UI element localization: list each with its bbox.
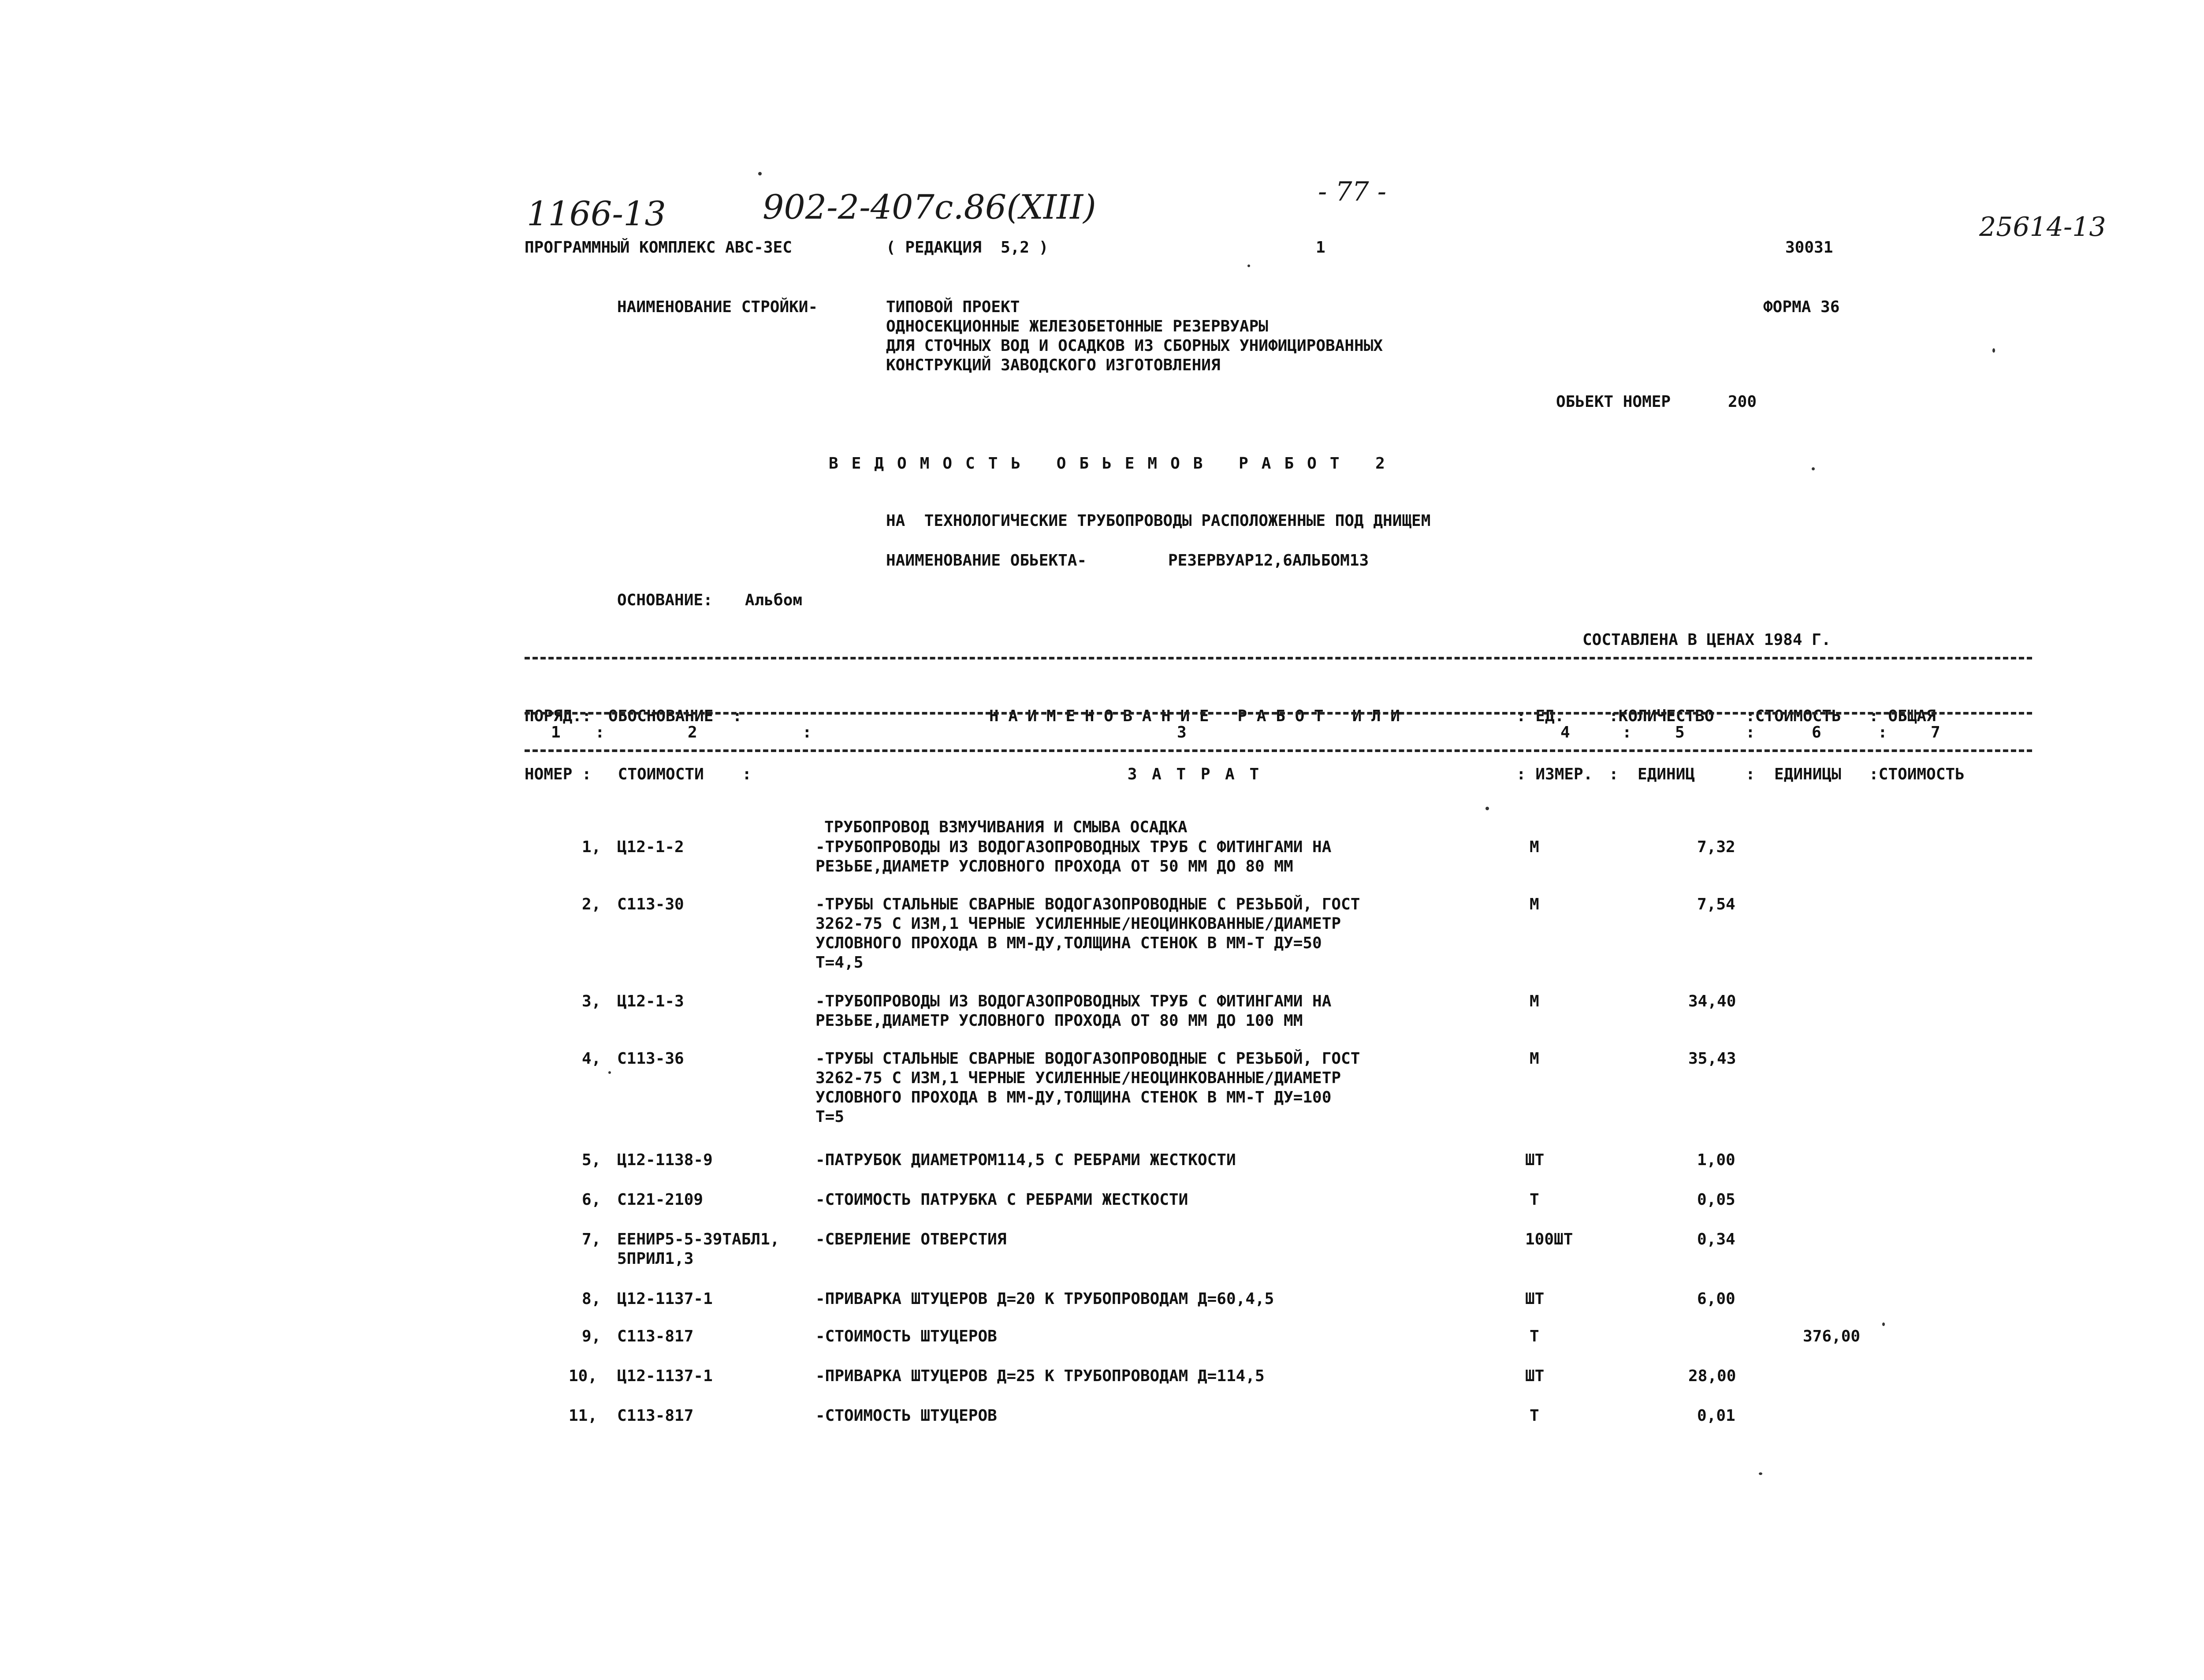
object-name-label: НАИМЕНОВАНИЕ ОБЬЕКТА- xyxy=(886,551,1087,570)
row-unit: Т xyxy=(1530,1191,1539,1209)
row-number: 2, xyxy=(582,895,601,913)
row-quantity: 1,00 xyxy=(1697,1151,1735,1169)
col-basis-header-line1: ОБОСНОВАНИЕ : xyxy=(608,707,742,725)
row-description: -СТОИМОСТЬ ШТУЦЕРОВ xyxy=(815,1327,997,1345)
row-quantity: 0,01 xyxy=(1697,1407,1735,1425)
col-total-header xyxy=(1869,668,1965,823)
col-basis-header-line2: СТОИМОСТИ : xyxy=(608,765,752,783)
project-line: ДЛЯ СТОЧНЫХ ВОД И ОСАДКОВ ИЗ СБОРНЫХ УНИФИЦИРОВАННЫХ xyxy=(886,337,1383,355)
row-unit: М xyxy=(1530,838,1539,856)
scan-speck xyxy=(1992,348,1995,353)
row-number: 3, xyxy=(582,992,601,1010)
col-number: 4 xyxy=(1560,723,1570,741)
row-code: С113-30 xyxy=(617,895,684,913)
col-desc-header xyxy=(908,668,1481,823)
row-description: -СВЕРЛЕНИЕ ОТВЕРСТИЯ xyxy=(815,1230,1007,1248)
row-code: С113-817 xyxy=(617,1327,694,1345)
row-description: -СТОИМОСТЬ ПАТРУБКА С РЕБРАМИ ЖЕСТКОСТИ xyxy=(815,1191,1188,1209)
row-code: С113-36 xyxy=(617,1050,684,1068)
scan-speck xyxy=(1247,264,1250,267)
handwritten-page-number: - 77 - xyxy=(1318,176,1387,207)
col-basis-header xyxy=(608,668,752,823)
row-quantity: 28,00 xyxy=(1688,1367,1736,1385)
row-quantity: 0,05 xyxy=(1697,1191,1735,1209)
col-unit-header xyxy=(1516,668,1593,823)
scan-speck xyxy=(1759,1472,1762,1475)
col-num-header xyxy=(525,668,592,823)
row-code: Ц12-1137-1 xyxy=(617,1290,713,1308)
basis-label: ОСНОВАНИЕ: xyxy=(617,591,713,609)
project-line: ОДНОСЕКЦИОННЫЕ ЖЕЛЕЗОБЕТОННЫЕ РЕЗЕРВУАРЫ xyxy=(886,317,1268,335)
row-unit: ШТ xyxy=(1525,1290,1545,1308)
object-number: 200 xyxy=(1728,393,1757,411)
col-total-header-line2: :СТОИМОСТЬ xyxy=(1869,765,1965,783)
row-number: 10, xyxy=(569,1367,598,1385)
row-code: С113-817 xyxy=(617,1407,694,1425)
col-unit-header-line1: : ЕД. xyxy=(1516,707,1564,725)
col-number: : xyxy=(595,723,605,741)
row-unit: ШТ xyxy=(1525,1367,1545,1385)
row-unit: Т xyxy=(1530,1327,1539,1345)
project-line: КОНСТРУКЦИЙ ЗАВОДСКОГО ИЗГОТОВЛЕНИЯ xyxy=(886,356,1221,374)
row-quantity: 35,43 xyxy=(1688,1050,1736,1068)
row-number: 7, xyxy=(582,1230,601,1248)
row-description: -ТРУБЫ СТАЛЬНЫЕ СВАРНЫЕ ВОДОГАЗОПРОВОДНЫЕ С РЕЗЬБОЙ, ГОСТ 3262-75 С ИЗМ,1 ЧЕРНЫЕ УСИЛЕННЫЕ/НЕОЦИНКОВАННЫЕ/ДИАМЕТР УСЛОВНОГО ПРОХОДА В ММ-ДУ,ТОЛЩИНА СТЕНОК В ММ-Т ДУ=100 Т=5 xyxy=(815,1050,1360,1126)
prices-note: СОСТАВЛЕНА В ЦЕНАХ 1984 Г. xyxy=(1582,631,1831,649)
row-description: -ТРУБОПРОВОДЫ ИЗ ВОДОГАЗОПРОВОДНЫХ ТРУБ С ФИТИНГАМИ НА РЕЗЬБЕ,ДИАМЕТР УСЛОВНОГО ПРОХОДА ОТ 50 ММ ДО 80 ММ xyxy=(815,838,1332,875)
scan-speck xyxy=(608,1071,611,1074)
col-desc-header-line2: З А Т Р А Т xyxy=(1127,765,1262,783)
row-code: Ц12-1-3 xyxy=(617,992,684,1010)
row-number: 4, xyxy=(582,1050,601,1068)
col-number: 6 xyxy=(1812,723,1821,741)
row-code: Ц12-1138-9 xyxy=(617,1151,713,1169)
col-num-header-line2: НОМЕР : xyxy=(525,765,592,783)
col-qty-header xyxy=(1609,668,1714,823)
handwritten-left-number: 1166-13 xyxy=(527,194,666,233)
table-rule-bottom xyxy=(525,749,2032,752)
col-number: : xyxy=(1746,723,1755,741)
row-number: 9, xyxy=(582,1327,601,1345)
row-number: 8, xyxy=(582,1290,601,1308)
row-quantity: 34,40 xyxy=(1688,992,1736,1010)
row-description: -ПРИВАРКА ШТУЦЕРОВ Д=20 К ТРУБОПРОВОДАМ Д=60,4,5 xyxy=(815,1290,1274,1308)
object-number-label: ОБЬЕКТ НОМЕР xyxy=(1556,393,1671,411)
document-subtitle: НА ТЕХНОЛОГИЧЕСКИЕ ТРУБОПРОВОДЫ РАСПОЛОЖЕННЫЕ ПОД ДНИЩЕМ xyxy=(886,512,1431,530)
col-qty-header-line2: : ЕДИНИЦ xyxy=(1609,765,1695,783)
row-quantity: 7,54 xyxy=(1697,895,1735,913)
col-num-header-line1: ПОРЯД.: xyxy=(525,707,592,725)
basis-value: Альбом xyxy=(745,591,803,609)
edition: ( РЕДАКЦИЯ 5,2 ) xyxy=(886,238,1049,257)
table-rule-top xyxy=(525,657,2032,659)
page-one: 1 xyxy=(1316,238,1325,257)
row-number: 5, xyxy=(582,1151,601,1169)
row-unit: 100ШТ xyxy=(1525,1230,1573,1248)
row-description: -ТРУБОПРОВОДЫ ИЗ ВОДОГАЗОПРОВОДНЫХ ТРУБ С ФИТИНГАМИ НА РЕЗЬБЕ,ДИАМЕТР УСЛОВНОГО ПРОХОДА ОТ 80 ММ ДО 100 ММ xyxy=(815,992,1332,1030)
col-number: 2 xyxy=(688,723,697,741)
row-code: ЕЕНИР5-5-39ТАБЛ1, 5ПРИЛ1,3 xyxy=(617,1230,780,1268)
col-number: : xyxy=(1622,723,1632,741)
row-number: 11, xyxy=(569,1407,598,1425)
row-code: С121-2109 xyxy=(617,1191,704,1209)
col-total-header-line1: : ОБЩАЯ xyxy=(1869,707,1936,725)
report-code: 30031 xyxy=(1785,238,1833,257)
form-number: ФОРМА 36 xyxy=(1763,298,1840,316)
project-line: ТИПОВОЙ ПРОЕКТ xyxy=(886,298,1020,316)
row-description: -ПАТРУБОК ДИАМЕТРОМ114,5 С РЕБРАМИ ЖЕСТКОСТИ xyxy=(815,1151,1236,1169)
col-number: : xyxy=(802,723,812,741)
object-name: РЕЗЕРВУАР12,6АЛЬБОМ13 xyxy=(1168,551,1369,570)
row-total: 376,00 xyxy=(1803,1327,1861,1345)
row-unit: М xyxy=(1530,992,1539,1010)
row-number: 1, xyxy=(582,838,601,856)
col-desc-header-line1: Н А И М Е Н О В А Н И Е Р А Б О Т И Л И xyxy=(989,707,1400,725)
row-unit: М xyxy=(1530,895,1539,913)
row-unit: ШТ xyxy=(1525,1151,1545,1169)
scan-speck xyxy=(1485,807,1489,810)
col-price-header-line1: :СТОИМОСТЬ xyxy=(1746,707,1841,725)
project-lines xyxy=(886,298,1383,375)
row-description: -СТОИМОСТЬ ШТУЦЕРОВ xyxy=(815,1407,997,1425)
document-title: ВЕДОМОСТЬ ОБЬЕМОВ РАБОТ 2 xyxy=(829,454,1398,473)
row-code: Ц12-1137-1 xyxy=(617,1367,713,1385)
section-title: ТРУБОПРОВОД ВЗМУЧИВАНИЯ И СМЫВА ОСАДКА xyxy=(824,818,1188,836)
row-unit: М xyxy=(1530,1050,1539,1068)
program-name: ПРОГРАММНЫЙ КОМПЛЕКС АВС-ЗЕС xyxy=(525,238,792,257)
row-code: Ц12-1-2 xyxy=(617,838,684,856)
scan-speck xyxy=(1812,467,1815,470)
row-quantity: 6,00 xyxy=(1697,1290,1735,1308)
scan-speck xyxy=(1882,1322,1885,1326)
col-number: : xyxy=(1878,723,1888,741)
col-price-header xyxy=(1746,668,1841,823)
col-qty-header-line1: :КОЛИЧЕСТВО xyxy=(1609,707,1714,725)
handwritten-right-number: 25614-13 xyxy=(1979,212,2106,242)
handwritten-project-code: 902-2-407с.86(XIII) xyxy=(763,187,1096,227)
scan-speck xyxy=(758,172,762,175)
construction-label: НАИМЕНОВАНИЕ СТРОЙКИ- xyxy=(617,298,818,316)
row-description: -ПРИВАРКА ШТУЦЕРОВ Д=25 К ТРУБОПРОВОДАМ Д=114,5 xyxy=(815,1367,1265,1385)
row-number: 6, xyxy=(582,1191,601,1209)
table-rule-mid xyxy=(525,712,2032,715)
col-price-header-line2: : ЕДИНИЦЫ xyxy=(1746,765,1841,783)
col-number: 3 xyxy=(1177,723,1187,741)
col-number: 1 xyxy=(551,723,561,741)
row-quantity: 0,34 xyxy=(1697,1230,1735,1248)
row-description: -ТРУБЫ СТАЛЬНЫЕ СВАРНЫЕ ВОДОГАЗОПРОВОДНЫЕ С РЕЗЬБОЙ, ГОСТ 3262-75 С ИЗМ,1 ЧЕРНЫЕ УСИЛЕННЫЕ/НЕОЦИНКОВАННЫЕ/ДИАМЕТР УСЛОВНОГО ПРОХОДА В ММ-ДУ,ТОЛЩИНА СТЕНОК В ММ-Т ДУ=50 Т=4,5 xyxy=(815,895,1360,972)
row-quantity: 7,32 xyxy=(1697,838,1735,856)
col-number: 5 xyxy=(1675,723,1685,741)
col-number: 7 xyxy=(1931,723,1940,741)
row-unit: Т xyxy=(1530,1407,1539,1425)
col-unit-header-line2: : ИЗМЕР. xyxy=(1516,765,1593,783)
